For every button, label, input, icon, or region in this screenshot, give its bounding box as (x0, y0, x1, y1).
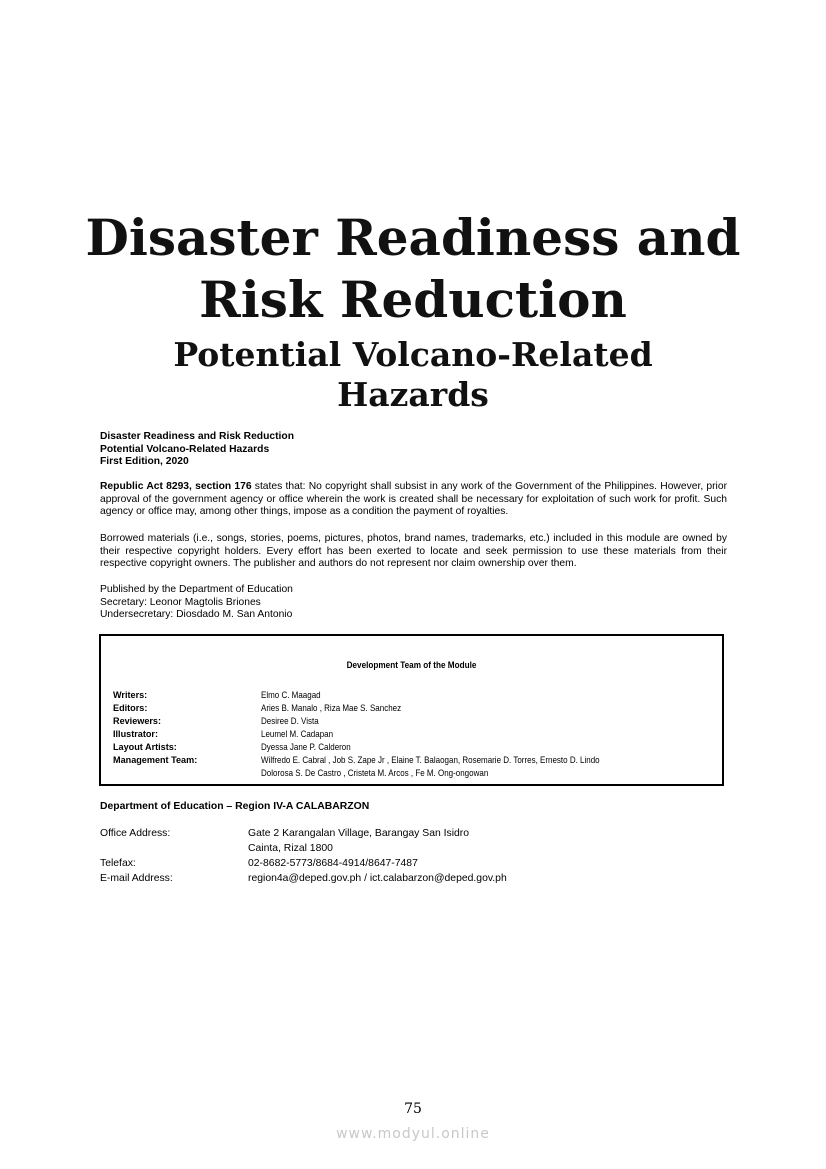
office-address-line-1: Gate 2 Karangalan Village, Barangay San Isidro (248, 828, 470, 839)
office-address-label: Office Address: (100, 828, 171, 839)
publisher: Published by the Department of Education (100, 584, 293, 595)
module-info (100, 431, 727, 469)
team-role: Illustrator: (113, 729, 158, 739)
team-row (113, 689, 329, 702)
team-role: Layout Artists: (113, 742, 177, 752)
telefax-label: Telefax: (100, 858, 136, 869)
team-names: Dolorosa S. De Castro , Cristeta M. Arcos , Fe M. Ong-ongowan (261, 768, 489, 778)
module-name: Potential Volcano-Related Hazards (100, 443, 270, 455)
team-row (113, 702, 420, 715)
team-names: Aries B. Manalo , Riza Mae S. Sanchez (261, 703, 402, 713)
subtitle-line-2: Hazards (337, 375, 489, 414)
team-role: Editors: (113, 703, 148, 713)
team-row (113, 767, 519, 780)
telefax-row (100, 858, 418, 871)
team-row (113, 728, 343, 741)
watermark: www.modyul.online (336, 1126, 490, 1142)
subtitle-line-1: Potential Volcano-Related (173, 335, 653, 374)
page-number: 75 (404, 1101, 422, 1117)
module-subject: Disaster Readiness and Risk Reduction (100, 431, 294, 442)
team-row (113, 754, 646, 767)
team-role: Management Team: (113, 755, 198, 765)
secretary: Secretary: Leonor Magtolis Briones (100, 596, 261, 608)
team-row (113, 715, 327, 728)
email-row (100, 873, 507, 886)
undersecretary: Undersecretary: Diosdado M. San Antonio (100, 609, 293, 621)
email-label: E-mail Address: (100, 873, 173, 884)
region-heading: Department of Education – Region IV-A CALABARZON (100, 801, 370, 812)
telefax-value: 02-8682-5773/8684-4914/8647-7487 (248, 858, 418, 869)
team-role: Reviewers: (113, 716, 162, 726)
development-team-box (99, 634, 724, 786)
title-line-2: Risk Reduction (199, 270, 627, 329)
team-title: Development Team of the Module (346, 660, 477, 670)
borrowed-materials-notice: Borrowed materials (i.e., songs, stories, poems, pictures, photos, brand names, trademarks, etc.) included in this module are owned by their respective copyright holders. Every effort has been exerted to locate and seek permission to use these materials from their respective copyright owners. The publisher and authors do not represent nor claim ownership over them. (100, 533, 727, 570)
team-names: Leumel M. Cadapan (261, 729, 334, 739)
copyright-text: states that: No copyright shall subsist in any work of the Government of the Philippines. However, prior approval of the government agency or office wherein the work is created shall be necessary for exploitation of such work for profit. Such agency or office may, among other things, impose as a condition the payment of royalties. (100, 481, 727, 518)
publisher-info (100, 584, 727, 622)
team-names: Wilfredo E. Cabral , Job S. Zape Jr , Elaine T. Balaogan, Rosemarie D. Torres, Ernesto D. Lindo (261, 755, 600, 765)
team-role: Writers: (113, 690, 148, 700)
office-address-line-2: Cainta, Rizal 1800 (248, 843, 333, 854)
office-address-row (100, 828, 469, 841)
office-address-row-2 (100, 843, 333, 856)
email-value[interactable]: region4a@deped.gov.ph / ict.calabarzon@deped.gov.ph (248, 873, 507, 884)
copyright-notice (100, 481, 727, 519)
title-line-1: Disaster Readiness and (85, 208, 741, 267)
team-names: Desiree D. Vista (261, 716, 319, 726)
team-names: Elmo C. Maagad (261, 690, 321, 700)
copyright-law: Republic Act 8293, section 176 (100, 481, 252, 492)
team-names: Dyessa Jane P. Calderon (261, 742, 351, 752)
team-row (113, 741, 363, 754)
module-edition: First Edition, 2020 (100, 456, 189, 468)
